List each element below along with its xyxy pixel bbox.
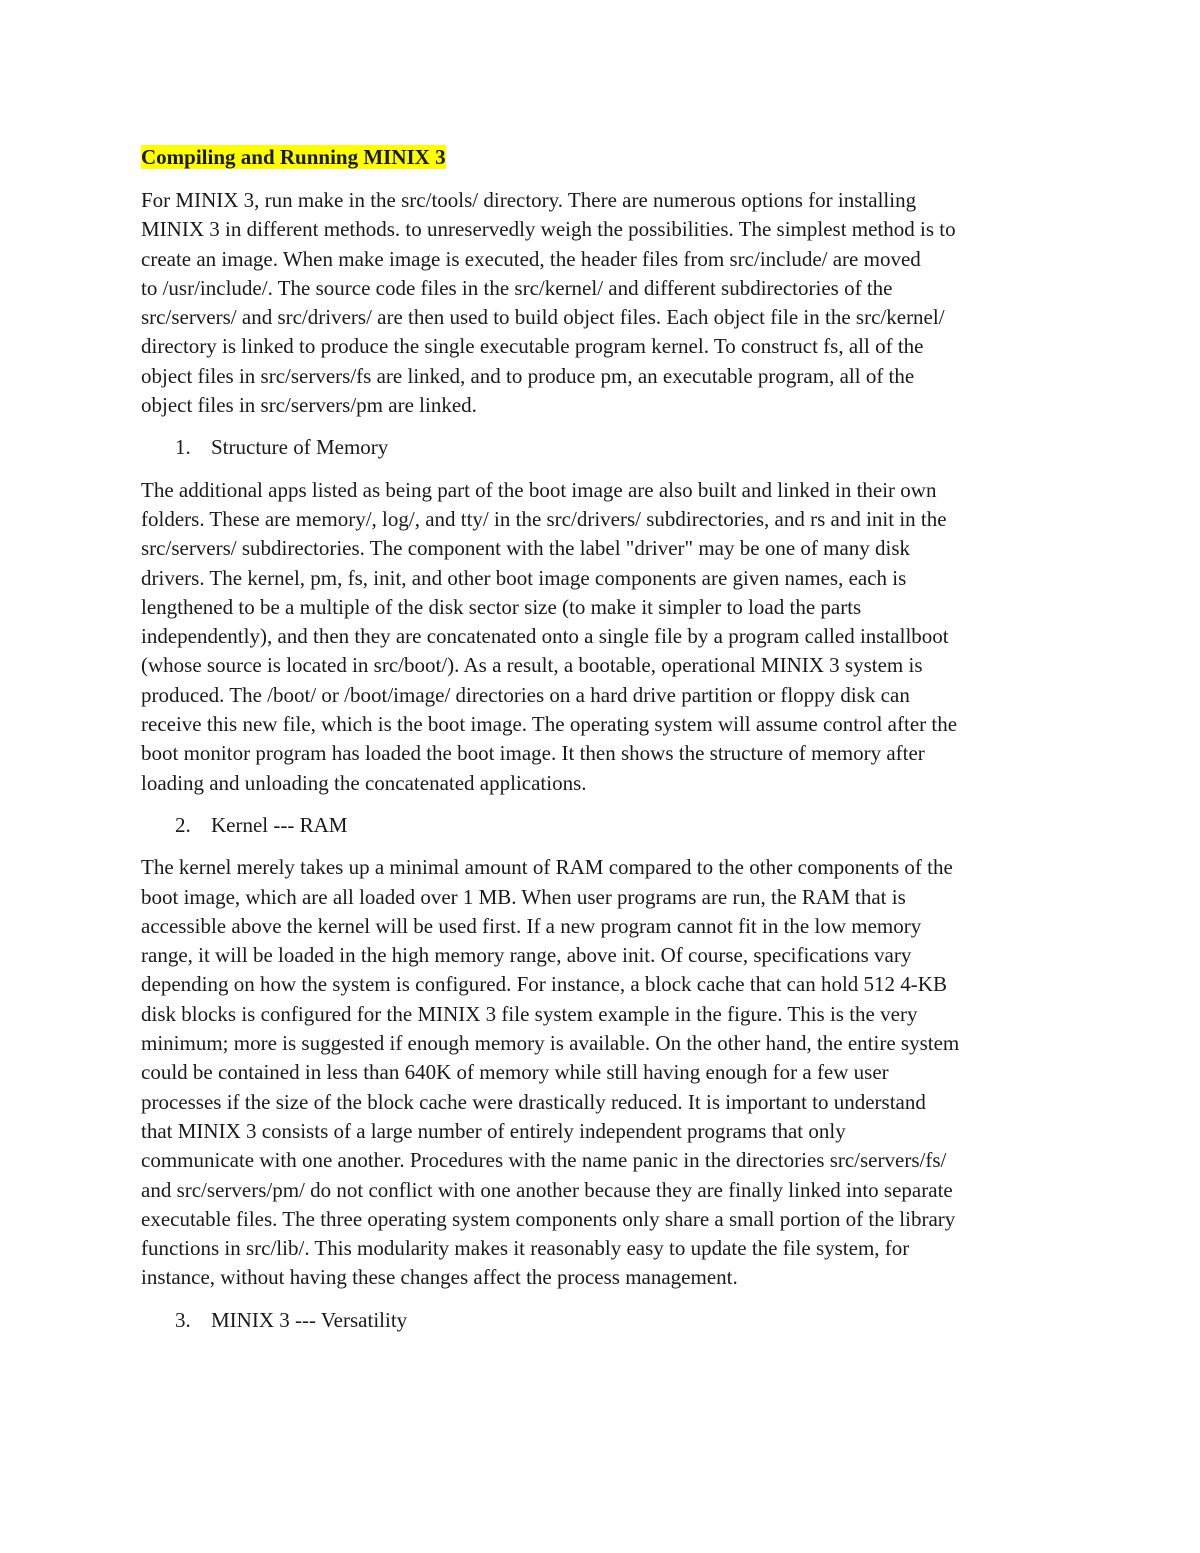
list-item-structure-of-memory <box>141 433 1059 462</box>
list-label: MINIX 3 --- Versatility <box>211 1307 408 1332</box>
document-body <box>141 141 1059 1348</box>
list-number: 1. <box>175 435 191 460</box>
list-item-kernel-ram <box>141 811 1059 840</box>
memory-structure-paragraph: The additional apps listed as being part of the boot image are also built and linked in their own folders. These are memory/, log/, and tty/ in the src/drivers/ subdirectories, and rs and init in the src/servers/ subdirectories. The component with the label "driver" may be one of many disk drivers. The kernel, pm, fs, init, and other boot image components are given names, each is lengthened to be a multiple of the disk sector size (to make it simpler to load the parts independently), and then they are concatenated onto a single file by a program called installboot (whose source is located in src/boot/). As a result, a bootable, operational MINIX 3 system is produced. The /boot/ or /boot/image/ directories on a hard drive partition or floppy disk can receive this new file, which is the boot image. The operating system will assume control after the boot monitor program has loaded the boot image. It then shows the structure of memory after loading and unloading the concatenated applications. <box>141 477 958 795</box>
list-label: Structure of Memory <box>211 435 389 460</box>
list-number: 2. <box>175 812 191 837</box>
kernel-ram-paragraph: The kernel merely takes up a minimal amount of RAM compared to the other components of the boot image, which are all loaded over 1 MB. When user programs are run, the RAM that is accessible above the kernel will be used first. If a new program cannot fit in the low memory range, it will be loaded in the high memory range, above init. Of course, specifications vary depending on how the system is configured. For instance, a block cache that can hold 512 4-KB disk blocks is configured for the MINIX 3 file system example in the figure. This is the very minimum; more is suggested if enough memory is available. On the other hand, the entire system could be contained in less than 640K of memory while still having enough for a few user processes if the size of the block cache were drastically reduced. It is important to understand that MINIX 3 consists of a large number of entirely independent programs that only communicate with one another. Procedures with the name panic in the directories src/servers/fs/ and src/servers/pm/ do not conflict with one another because they are finally linked into separate executable files. The three operating system components only share a small portion of the library functions in src/lib/. This modularity makes it reasonably easy to update the file system, for instance, without having these changes affect the process management. <box>141 855 960 1290</box>
list-label: Kernel --- RAM <box>211 812 348 837</box>
highlighted-title-text: Compiling and Running MINIX 3 <box>141 145 446 169</box>
document-title <box>141 141 1059 173</box>
list-item-versatility <box>141 1306 1059 1335</box>
list-number: 3. <box>175 1307 191 1332</box>
intro-paragraph: For MINIX 3, run make in the src/tools/ directory. There are numerous options for installing MINIX 3 in different methods. to unreservedly weigh the possibilities. The simplest method is to create an image. When make image is executed, the header files from src/include/ are moved to /usr/include/. The source code files in the src/kernel/ and different subdirectories of the src/servers/ and src/drivers/ are then used to build object files. Each object file in the src/kernel/ directory is linked to produce the single executable program kernel. To construct fs, all of the object files in src/servers/fs are linked, and to produce pm, an executable program, all of the object files in src/servers/pm are linked. <box>141 188 956 418</box>
